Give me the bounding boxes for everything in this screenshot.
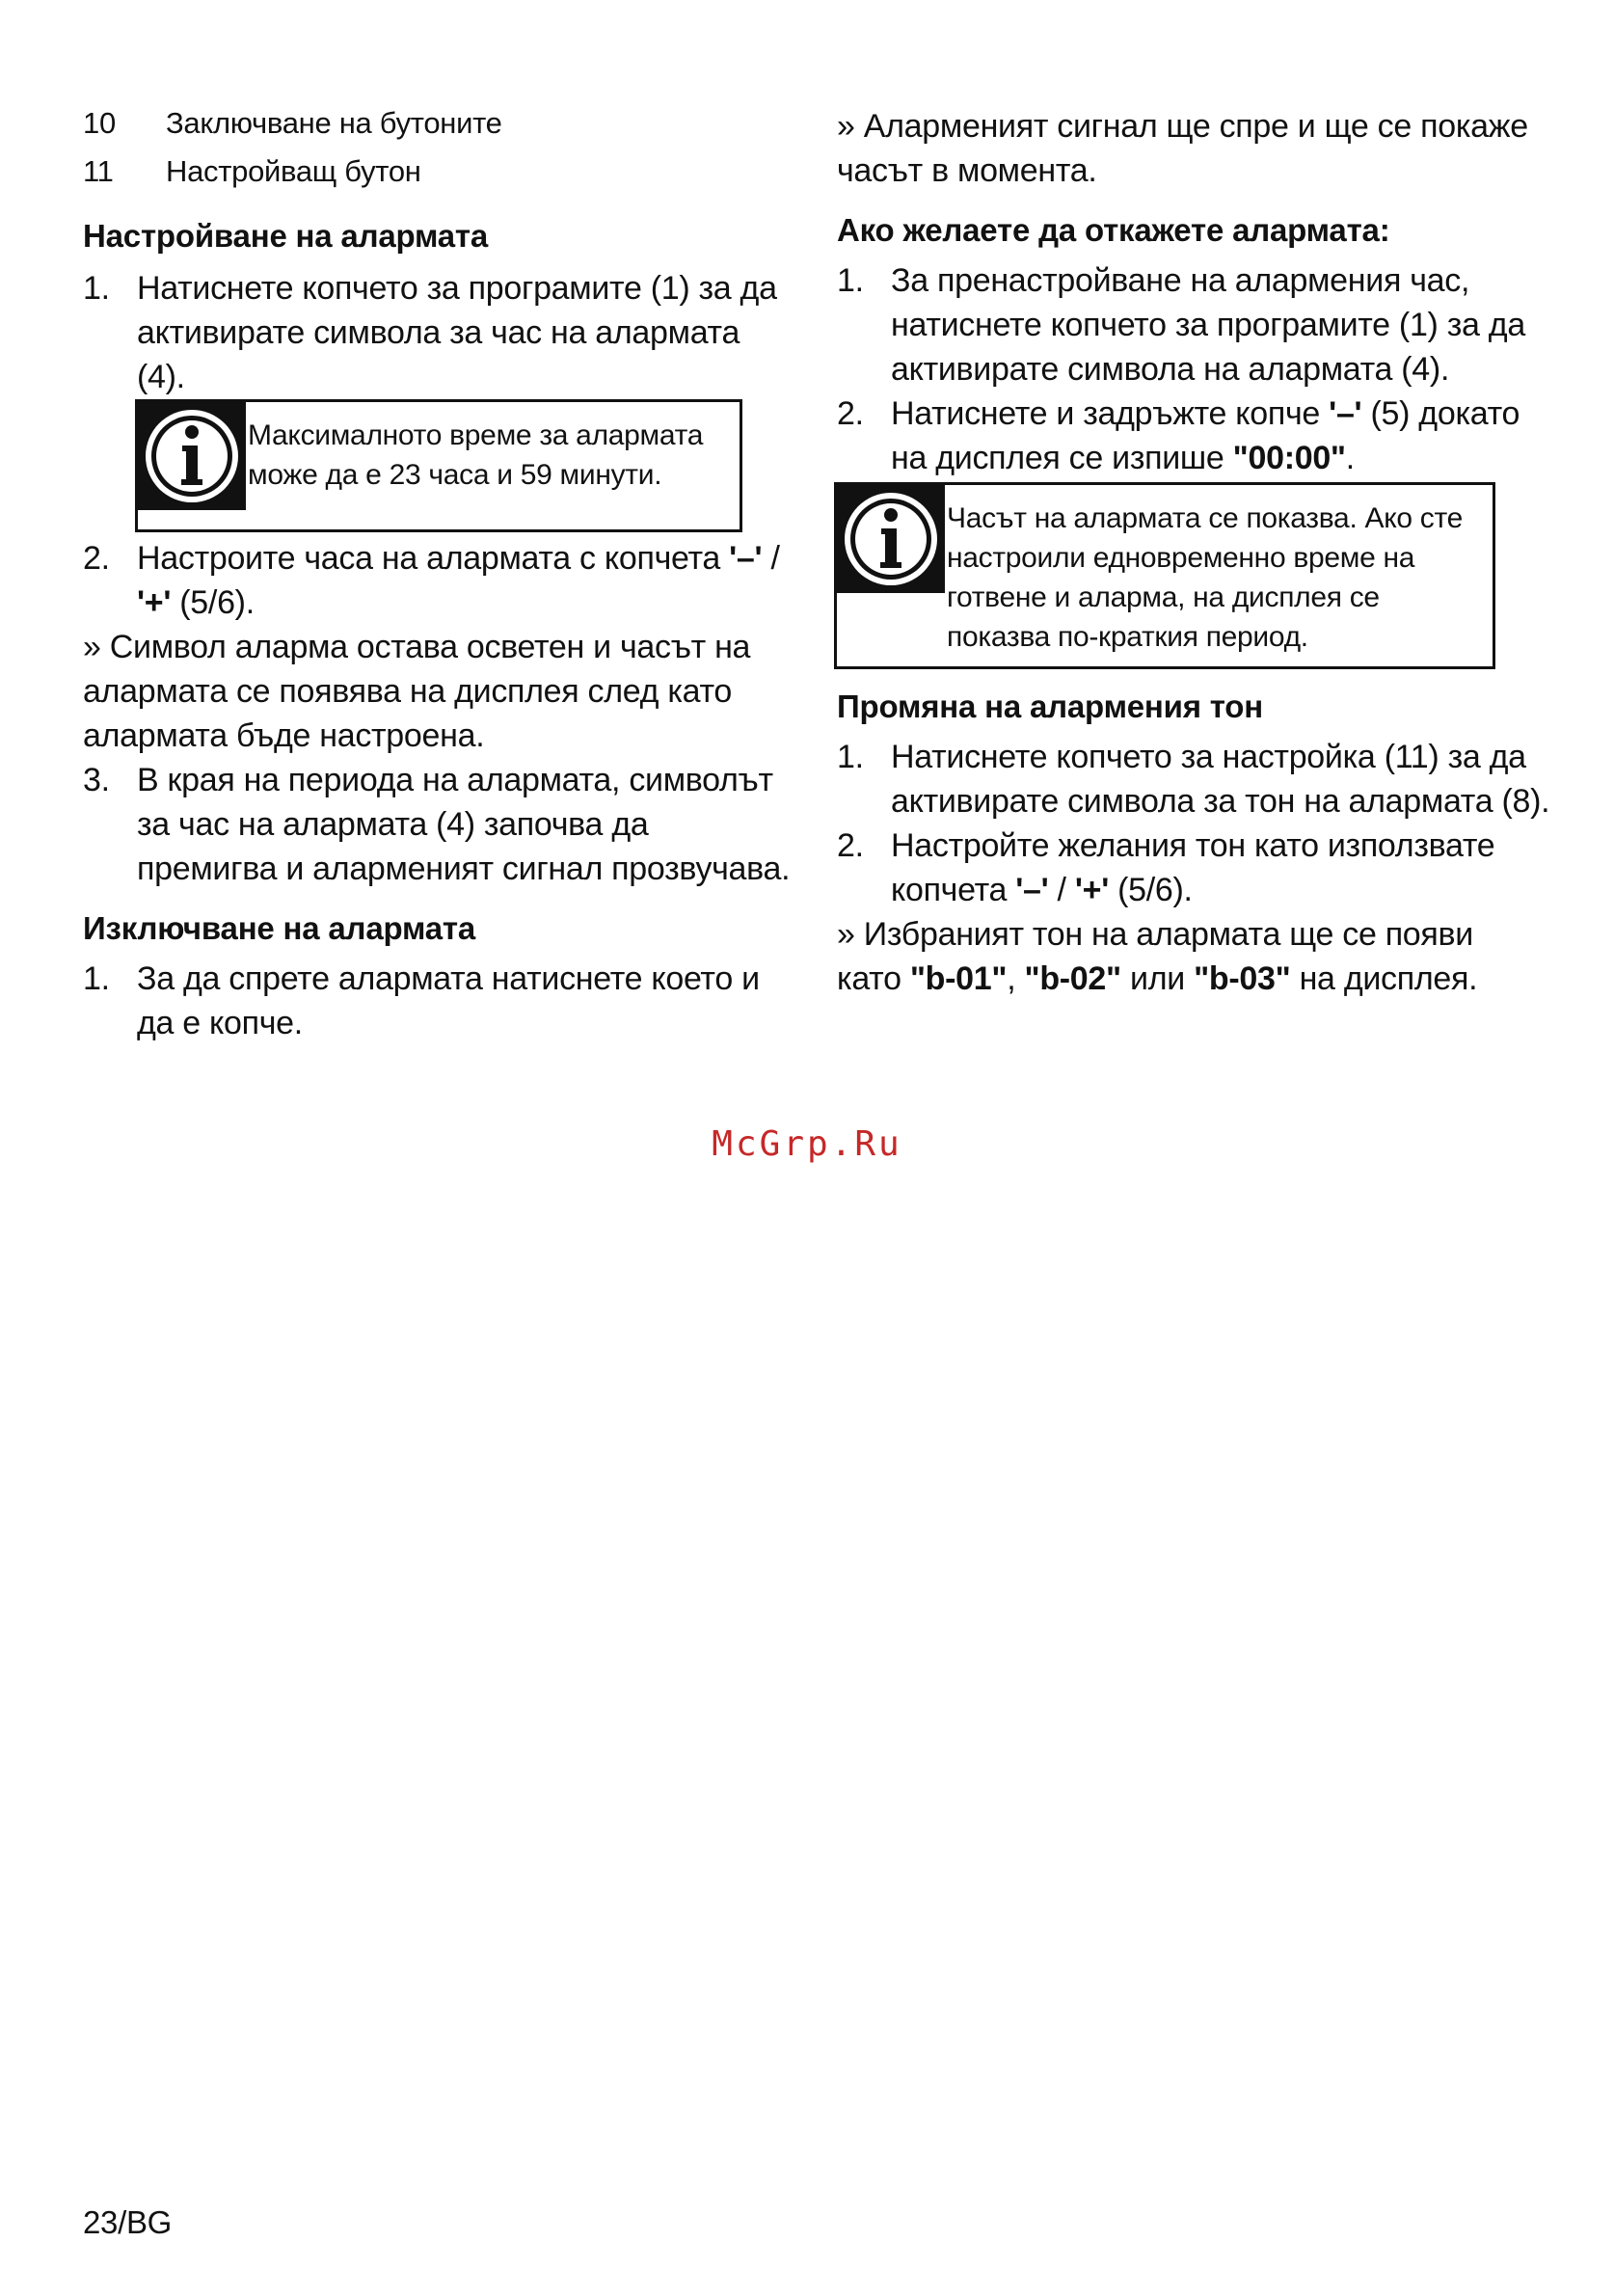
list-number: 2. — [83, 540, 110, 577]
legend-label: Заключване на бутоните — [166, 106, 502, 140]
tone-value: "b-03" — [1194, 960, 1291, 997]
result-text: » Символ аларма остава осветен и часът на алармата се появява на дисплея след като алармата бъде настроена. — [83, 629, 751, 754]
tone-value: "b-01" — [909, 960, 1008, 997]
list-number: 2. — [837, 827, 864, 864]
display-value: "00:00" — [1232, 440, 1346, 476]
list-item — [837, 392, 1550, 480]
section-heading-set-alarm: Настройване на алармата — [83, 218, 489, 254]
legend-label: Настройващ бутон — [166, 154, 421, 188]
list-item — [83, 536, 800, 625]
list-text: Настроите часа на алармата с копчета '–' / '+' (5/6). — [137, 540, 780, 621]
list-text: Настройте желания тон като използвате копчета '–' / '+' (5/6). — [891, 827, 1495, 908]
legend-number: 10 — [83, 106, 116, 140]
note-text: Максималното време за алармата може да е 23 часа и 59 минути. — [248, 419, 704, 491]
list-number: 2. — [837, 395, 864, 432]
list-text: Натиснете и задръжте копче '–' (5) докато на дисплея се изпише "00:00". — [891, 395, 1520, 476]
minus-key-label: '–' — [1015, 872, 1049, 908]
minus-key-label: '–' — [1329, 395, 1362, 432]
list-text: В края на периода на алармата, символът за час на алармата (4) започва да премигва и алармeният сигнал прозвучава. — [137, 762, 791, 887]
result-text: » Алармeният сигнал ще спре и ще се покаже часът в момента. — [837, 108, 1528, 189]
legend-number: 11 — [83, 154, 114, 188]
page-number: 23/BG — [83, 2204, 173, 2240]
section-heading-alarm-tone: Промяна на алармения тон — [837, 689, 1263, 724]
list-text: Натиснете копчето за програмите (1) за да активирате символа за час на алармата (4). — [137, 270, 777, 395]
result-text: » Избраният тон на алармата ще се появи като "b-01", "b-02" или "b-03" на дисплея. — [837, 916, 1478, 997]
minus-key-label: '–' — [729, 540, 763, 577]
list-text: Натиснете копчето за настройка (11) за да активирате символа за тон на алармата (8). — [891, 739, 1550, 820]
list-text: За да спрете алармата натиснете което и да е копче. — [137, 960, 760, 1041]
section-heading-stop-alarm: Изключване на алармата — [83, 910, 476, 946]
list-text: За пренастройване на алармения час, натиснете копчето за програмите (1) за да активирате символа на алармата (4). — [891, 262, 1525, 388]
list-number: 1. — [837, 739, 864, 775]
info-note — [135, 399, 742, 532]
tone-value: "b-02" — [1024, 960, 1121, 997]
info-note — [834, 482, 1495, 669]
list-item — [83, 758, 800, 893]
list-item — [837, 258, 1550, 393]
note-text: Часът на алармата се показва. Ако сте настроили едновременно време на готвене и аларма, на дисплея се показва по-краткия период. — [947, 502, 1463, 653]
plus-key-label: '+' — [137, 584, 172, 621]
plus-key-label: '+' — [1074, 872, 1109, 908]
list-number: 1. — [83, 960, 110, 997]
list-number: 1. — [83, 270, 110, 307]
list-item — [83, 957, 800, 1045]
section-heading-cancel-alarm: Ако желаете да откажете алармата: — [837, 212, 1390, 248]
list-item — [837, 824, 1550, 912]
list-number: 3. — [83, 762, 110, 798]
list-number: 1. — [837, 262, 864, 299]
list-item — [837, 735, 1550, 824]
info-icon — [837, 485, 945, 593]
list-item — [83, 266, 800, 401]
info-icon — [138, 402, 246, 510]
watermark: McGrp.Ru — [712, 1124, 902, 1164]
